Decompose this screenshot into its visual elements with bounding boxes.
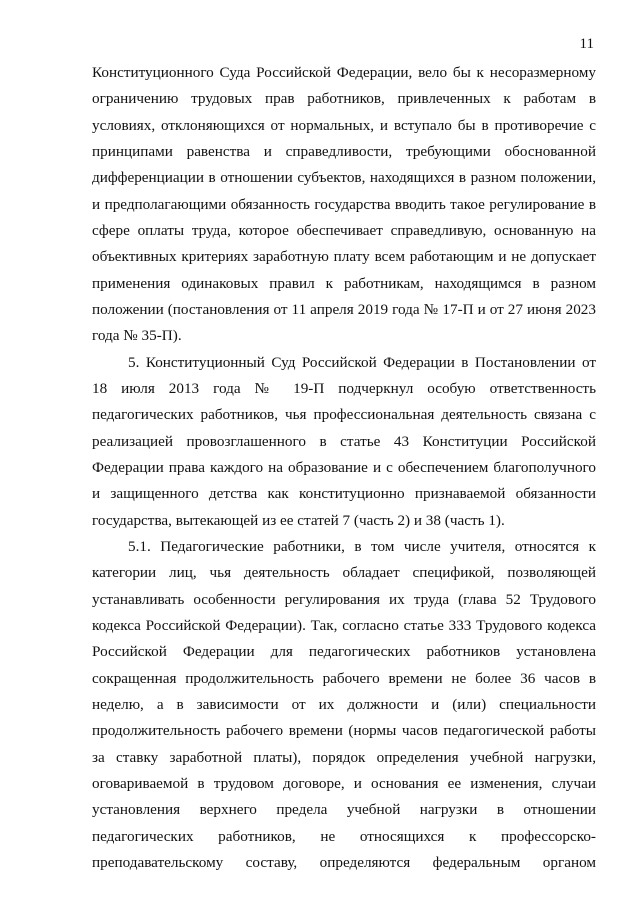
text-line: года № 35-П). (92, 327, 182, 345)
text-line: сфере оплаты труда, которое обеспечивает справедливую, основанную на (92, 221, 596, 239)
text-line: продолжительность рабочего времени (нормы часов педагогической работы (92, 722, 596, 740)
text-line: 18 июля 2013 года № 19-П подчеркнул особую ответственность (92, 379, 596, 397)
text-line: объективных критериях заработную плату всем работающим и не допускает (92, 248, 596, 266)
text-line: 5. Конституционный Суд Российской Федерации в Постановлении от (128, 353, 596, 371)
text-line: педагогических работников, не относящихся к профессорско- (92, 827, 596, 845)
text-line: и защищенного детства как конституционно признаваемой обязанности (92, 485, 596, 503)
page-number: 11 (579, 36, 594, 52)
text-line: категории лиц, чья деятельность обладает спецификой, позволяющей (92, 564, 596, 582)
text-line: установления верхнего предела учебной нагрузки в отношении (92, 801, 596, 819)
text-line: и предполагающими обязанность государства вводить такое регулирование в (92, 195, 596, 213)
text-line: ограничению трудовых прав работников, привлеченных к работам в (92, 90, 596, 108)
text-line: дифференциации в отношении субъектов, находящихся в разном положении, (92, 169, 596, 187)
text-line: положении (постановления от 11 апреля 2019 года № 17-П и от 27 июня 2023 (92, 300, 596, 318)
text-line: оговариваемой в трудовом договоре, и основания ее изменения, случаи (92, 774, 596, 792)
text-line: 5.1. Педагогические работники, в том числе учителя, относятся к (128, 537, 596, 555)
text-line: сокращенная продолжительность рабочего времени не более 36 часов в (92, 669, 596, 687)
text-line: Российской Федерации для педагогических работников установлена (92, 643, 596, 661)
text-line: Конституционного Суда Российской Федерации, вело бы к несоразмерному (92, 64, 596, 81)
text-line: устанавливать особенности регулирования их труда (глава 52 Трудового (92, 590, 596, 608)
text-line: государства, вытекающей из ее статей 7 (часть 2) и 38 (часть 1). (92, 511, 505, 529)
text-line: педагогических работников, чья профессиональная деятельность связана с (92, 406, 596, 424)
text-line: реализацией провозглашенного в статье 43 Конституции Российской (92, 432, 596, 450)
text-line: неделю, а в зависимости от их должности и (или) специальности (92, 695, 596, 713)
body-text (92, 60, 596, 876)
text-line: принципами равенства и справедливости, требующими обоснованной (92, 142, 596, 160)
text-line: применения одинаковых правил к работникам, находящимся в разном (92, 274, 596, 292)
text-line: условиях, отклоняющихся от нормальных, и вступало бы в противоречие с (92, 116, 596, 134)
text-line: кодекса Российской Федерации). Так, согласно статье 333 Трудового кодекса (92, 616, 596, 634)
text-line: Федерации права каждого на образование и с обеспечением благополучного (92, 458, 596, 476)
text-line: за ставку заработной платы), порядок определения учебной нагрузки, (92, 748, 596, 766)
text-line: преподавательскому составу, определяются федеральным органом (92, 853, 596, 871)
